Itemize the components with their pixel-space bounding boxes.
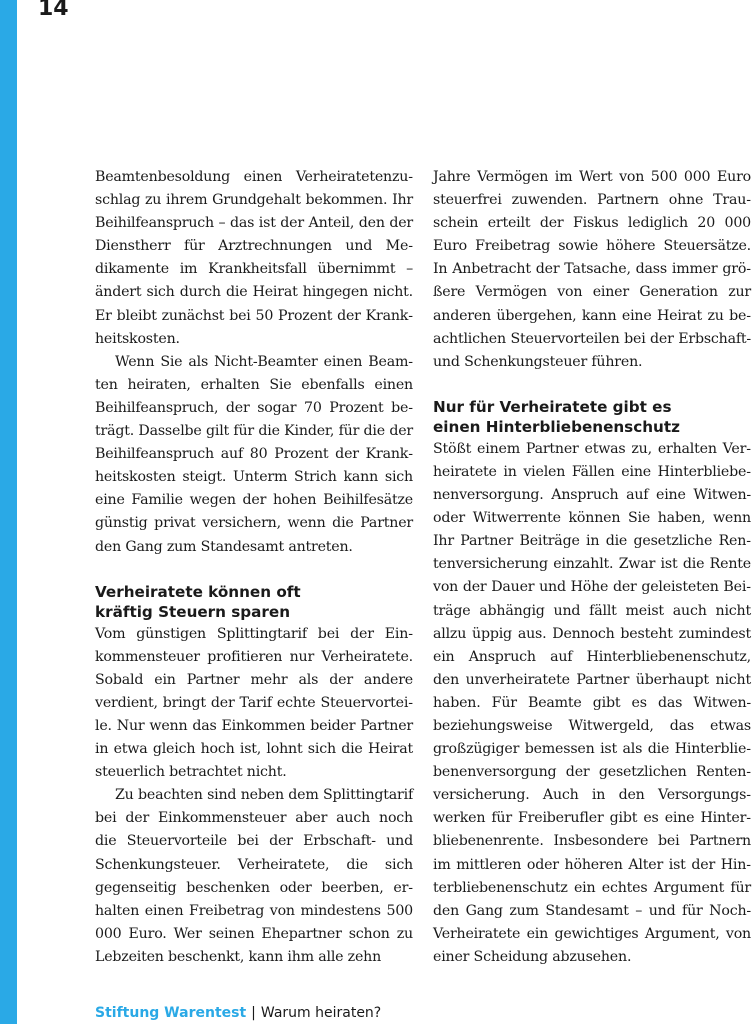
section-heading-line: Nur für Verheiratete gibt es xyxy=(433,397,672,416)
footer-brand: Stiftung Warentest xyxy=(95,1005,247,1021)
footer-book-title: Warum heiraten? xyxy=(260,1005,382,1021)
paragraph: Jahre Vermögen im Wert von 500 000 Euro steuerfrei zuwenden. Partnern ohne Trauschein erteilt der Fiskus lediglich 20 000 Euro Freibetrag sowie höhere Steuersätze. In Anbetracht der Tatsache, dass immer größere Vermögen von einer Generation zur anderen übergehen, kann eine Heirat zu beachtlichen Steuervorteilen bei der Erbschaft- und Schenkungsteuer führen. xyxy=(433,169,751,370)
accent-sidebar-bar xyxy=(0,0,17,1024)
text-column-left xyxy=(95,166,413,969)
section-heading xyxy=(95,582,413,623)
paragraph: Beamtenbesoldung einen Verheiratetenzuschlag zu ihrem Grundgehalt bekommen. Ihr Beihilfeanspruch – das ist der Anteil, den der Dienstherr für Arztrechnungen und Medikamente im Krankheitsfall übernimmt – ändert sich durch die Heirat hingegen nicht. Er bleibt zunächst bei 50 Prozent der Krankheitskosten. xyxy=(95,169,413,347)
section-heading-line: einen Hinterbliebenenschutz xyxy=(433,418,680,437)
text-column-right xyxy=(433,166,751,969)
footer-separator: | xyxy=(251,1005,256,1021)
section-heading-line: kräftig Steuern sparen xyxy=(95,603,291,622)
paragraph: Zu beachten sind neben dem Splittingtarif bei der Einkommensteuer aber auch noch die Steuervorteile bei der Erbschaft- und Schenkungsteuer. Verheiratete, die sich gegenseitig beschenken oder beerben, erhalten einen Freibetrag von mindestens 500 000 Euro. Wer seinen Ehepartner schon zu Lebzeiten beschenkt, kann ihm alle zehn xyxy=(95,787,413,965)
paragraph: Stößt einem Partner etwas zu, erhalten Verheiratete in vielen Fällen eine Hinterbliebenenversorgung. Anspruch auf eine Witwen- oder Witwerrente können Sie haben, wenn Ihr Partner Beiträge in die gesetzliche Rentenversicherung einzahlt. Zwar ist die Rente von der Dauer und Höhe der geleisteten Beiträge abhängig und fällt meist auch nicht allzu üppig aus. Dennoch besteht zumindest ein Anspruch auf Hinterbliebenenschutz, den unverheiratete Partner überhaupt nicht haben. Für Beamte gibt es das Witwen- beziehungsweise Witwergeld, das etwas großzügiger bemessen ist als die Hinterbliebenenversorgung der gesetzlichen Rentenversicherung. Auch in den Versorgungswerken für Freiberufler gibt es eine Hinterbliebenenrente. Insbesondere bei Partnern im mittleren oder höheren Alter ist der Hinterbliebenenschutz ein echtes Argument für den Gang zum Standesamt – und für Noch-Verheiratete ein gewichtiges Argument, von einer Scheidung abzusehen. xyxy=(433,440,751,965)
section-heading xyxy=(433,397,751,438)
paragraph: Wenn Sie als Nicht-Beamter einen Beamten heiraten, erhalten Sie ebenfalls einen Beihilfeanspruch, der sogar 70 Prozent beträgt. Dasselbe gilt für die Kinder, für die der Beihilfeanspruch auf 80 Prozent der Krankheitskosten steigt. Unterm Strich kann sich eine Familie wegen der hohen Beihilfesätze günstig privat versichern, wenn die Partner den Gang zum Standesamt antreten. xyxy=(95,353,413,555)
section-heading-line: Verheiratete können oft xyxy=(95,582,301,601)
paragraph: Vom günstigen Splittingtarif bei der Einkommensteuer profitieren nur Verheiratete. Sobald ein Partner mehr als der andere verdient, bringt der Tarif echte Steuervorteile. Nur wenn das Einkommen beider Partner in etwa gleich hoch ist, lohnt sich die Heirat steuerlich betrachtet nicht. xyxy=(95,625,413,781)
page-number: 14 xyxy=(38,0,69,21)
page-footer xyxy=(95,1004,381,1022)
